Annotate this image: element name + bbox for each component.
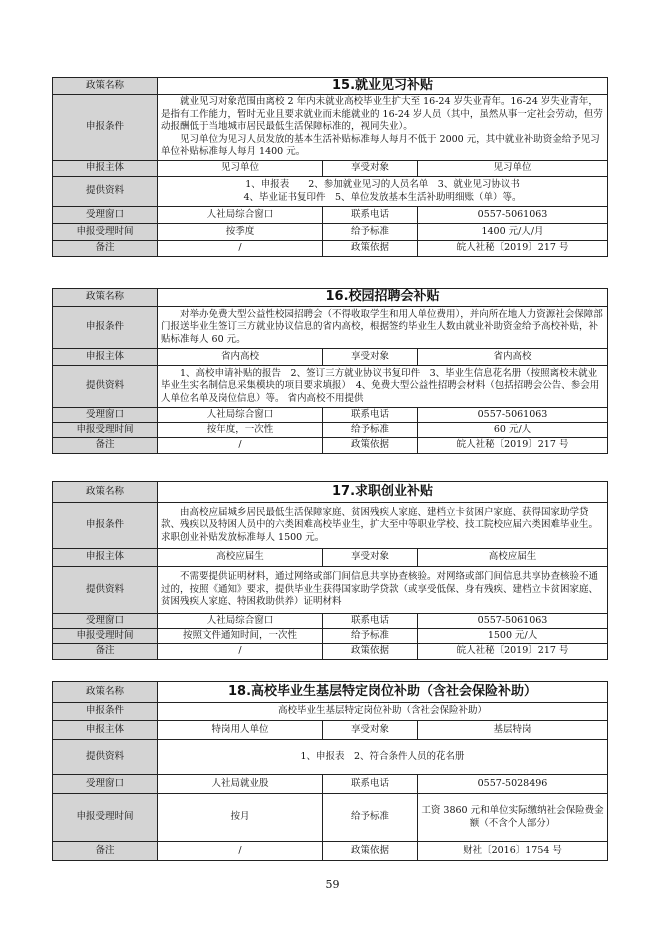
remark-value: /	[158, 644, 323, 660]
time-value: 按月	[158, 794, 323, 842]
subject-value: 省内高校	[158, 349, 323, 366]
materials-line: 不需要提供证明材料，通过网络或部门间信息共享协查核验。对网络或部门间信息共享协查核验不通过的，按照《通知》要求，提供毕业生获得国家助学贷款（或享受低保、身有残疾、建档立卡贫困家庭、贫困残疾人家庭、特困救助供养）证明材料	[161, 571, 599, 608]
beneficiary-value: 高校应届生	[418, 549, 608, 567]
phone-value: 0557-5028496	[418, 775, 608, 794]
beneficiary-value: 见习单位	[418, 161, 608, 177]
phone-value: 0557-5061063	[418, 614, 608, 629]
page-number: 59	[325, 878, 340, 891]
beneficiary-label: 享受对象	[323, 349, 418, 366]
standard-label: 给予标准	[323, 224, 418, 241]
policy-table-15	[52, 77, 608, 257]
remark-label: 备注	[53, 644, 158, 660]
phone-label: 联系电话	[323, 207, 418, 224]
materials-line: 1、高校申请补贴的报告 2、签订三方就业协议书复印件 3、毕业生信息花名册（按照离校未就业毕业生实名制信息采集模块的项目要求填报） 4、免费大型公益性招聘会材料（包括招聘会公告、参会用人单位名单及岗位信息）等。 省内高校不用提供	[161, 367, 600, 404]
standard-label: 给予标准	[323, 629, 418, 644]
conditions-paragraph: 对举办免费大型公益性校园招聘会（不得收取学生和用人单位费用），并向所在地人力资源社会保障部门报送毕业生签订三方就业协议信息的省内高校，根据签约毕业生人数由就业补助资金给予高校补贴，补贴标准每人 60 元。	[161, 308, 603, 345]
policy-title: 15.就业见习补贴	[158, 78, 608, 95]
basis-value: 皖人社秘〔2019〕217 号	[418, 644, 608, 660]
beneficiary-value: 基层特岗	[418, 721, 608, 740]
time-value: 按季度	[158, 224, 323, 241]
remark-label: 备注	[53, 438, 158, 454]
materials-label: 提供资料	[53, 177, 158, 207]
window-value: 人社局就业股	[158, 775, 323, 794]
materials-line: 4、毕业证书复印件 5、单位发放基本生活补助明细账（单）等。	[243, 191, 522, 203]
materials-label: 提供资料	[53, 567, 158, 614]
materials-label: 提供资料	[53, 366, 158, 408]
time-label: 申报受理时间	[53, 629, 158, 644]
remark-value: /	[158, 842, 323, 861]
phone-label: 联系电话	[323, 614, 418, 629]
materials-text	[158, 366, 608, 408]
basis-label: 政策依据	[323, 644, 418, 660]
policy-name-label: 政策名称	[53, 482, 158, 503]
policy-table-16	[52, 288, 608, 454]
standard-value: 1500 元/人	[418, 629, 608, 644]
materials-line: 1、申报表 2、参加就业见习的人员名单 3、就业见习协议书	[245, 179, 520, 190]
window-value: 人社局综合窗口	[158, 207, 323, 224]
conditions-text	[158, 307, 608, 349]
conditions-paragraph: 见习单位为见习人员发放的基本生活补贴标准每人每月不低于 2000 元，其中就业补助资金给予见习单位补贴标准每人每月 1400 元。	[161, 133, 600, 158]
time-label: 申报受理时间	[53, 423, 158, 438]
policy-title: 16.校园招聘会补贴	[158, 289, 608, 307]
subject-label: 申报主体	[53, 349, 158, 366]
standard-value: 60 元/人	[418, 423, 608, 438]
conditions-label: 申报条件	[53, 503, 158, 549]
standard-value: 工资 3860 元和单位实际缴纳社会保险费金额（不含个人部分）	[418, 794, 608, 842]
window-label: 受理窗口	[53, 207, 158, 224]
time-label: 申报受理时间	[53, 794, 158, 842]
remark-value: /	[158, 438, 323, 454]
subject-value: 见习单位	[158, 161, 323, 177]
phone-value: 0557-5061063	[418, 207, 608, 224]
window-label: 受理窗口	[53, 614, 158, 629]
basis-value: 皖人社秘〔2019〕217 号	[418, 438, 608, 454]
conditions-label: 申报条件	[53, 703, 158, 721]
window-label: 受理窗口	[53, 775, 158, 794]
standard-value: 1400 元/人/月	[418, 224, 608, 241]
time-value: 按年度，一次性	[158, 423, 323, 438]
policy-title: 17.求职创业补贴	[158, 482, 608, 503]
subject-label: 申报主体	[53, 721, 158, 740]
beneficiary-label: 享受对象	[323, 721, 418, 740]
basis-label: 政策依据	[323, 438, 418, 454]
conditions-label: 申报条件	[53, 95, 158, 161]
policy-name-label: 政策名称	[53, 682, 158, 703]
remark-label: 备注	[53, 241, 158, 257]
beneficiary-label: 享受对象	[323, 549, 418, 567]
window-value: 人社局综合窗口	[158, 408, 323, 423]
basis-value: 财社〔2016〕1754 号	[418, 842, 608, 861]
policy-table-18	[52, 681, 608, 861]
policy-name-label: 政策名称	[53, 78, 158, 95]
beneficiary-value: 省内高校	[418, 349, 608, 366]
subject-value: 高校应届生	[158, 549, 323, 567]
conditions-text	[158, 503, 608, 549]
time-value: 按照文件通知时间，一次性	[158, 629, 323, 644]
policy-title: 18.高校毕业生基层特定岗位补助（含社会保险补助）	[158, 682, 608, 703]
policy-name-label: 政策名称	[53, 289, 158, 307]
basis-label: 政策依据	[323, 842, 418, 861]
policy-table-17	[52, 481, 608, 660]
time-label: 申报受理时间	[53, 224, 158, 241]
window-value: 人社局综合窗口	[158, 614, 323, 629]
phone-label: 联系电话	[323, 775, 418, 794]
phone-value: 0557-5061063	[418, 408, 608, 423]
materials-label: 提供资料	[53, 740, 158, 775]
materials-text	[158, 177, 608, 207]
materials-text: 1、申报表 2、符合条件人员的花名册	[158, 740, 608, 775]
subject-label: 申报主体	[53, 161, 158, 177]
conditions-paragraph: 就业见习对象范围由离校 2 年内未就业高校毕业生扩大至 16-24 岁失业青年。16-24 岁失业青年，是指有工作能力，暂时无业且要求就业而未能就业的 16-24 岁人员（其中，虽然从事一定社会劳动，但劳动报酬低于当地城市居民最低生活保障标准的，视同失业）。	[161, 96, 603, 133]
standard-label: 给予标准	[323, 794, 418, 842]
standard-label: 给予标准	[323, 423, 418, 438]
remark-label: 备注	[53, 842, 158, 861]
window-label: 受理窗口	[53, 408, 158, 423]
conditions-paragraph: 由高校应届城乡居民最低生活保障家庭、贫困残疾人家庭、建档立卡贫困户家庭、获得国家助学贷款、残疾以及特困人员中的六类困难高校毕业生，扩大至中等职业学校、技工院校应届六类困难毕业生。求职创业补贴发放标准每人 1500 元。	[161, 506, 599, 543]
materials-text	[158, 567, 608, 614]
conditions-label: 申报条件	[53, 307, 158, 349]
basis-label: 政策依据	[323, 241, 418, 257]
remark-value: /	[158, 241, 323, 257]
subject-label: 申报主体	[53, 549, 158, 567]
basis-value: 皖人社秘〔2019〕217 号	[418, 241, 608, 257]
beneficiary-label: 享受对象	[323, 161, 418, 177]
phone-label: 联系电话	[323, 408, 418, 423]
subject-value: 特岗用人单位	[158, 721, 323, 740]
conditions-text: 高校毕业生基层特定岗位补助（含社会保险补助）	[158, 703, 608, 721]
conditions-text	[158, 95, 608, 161]
